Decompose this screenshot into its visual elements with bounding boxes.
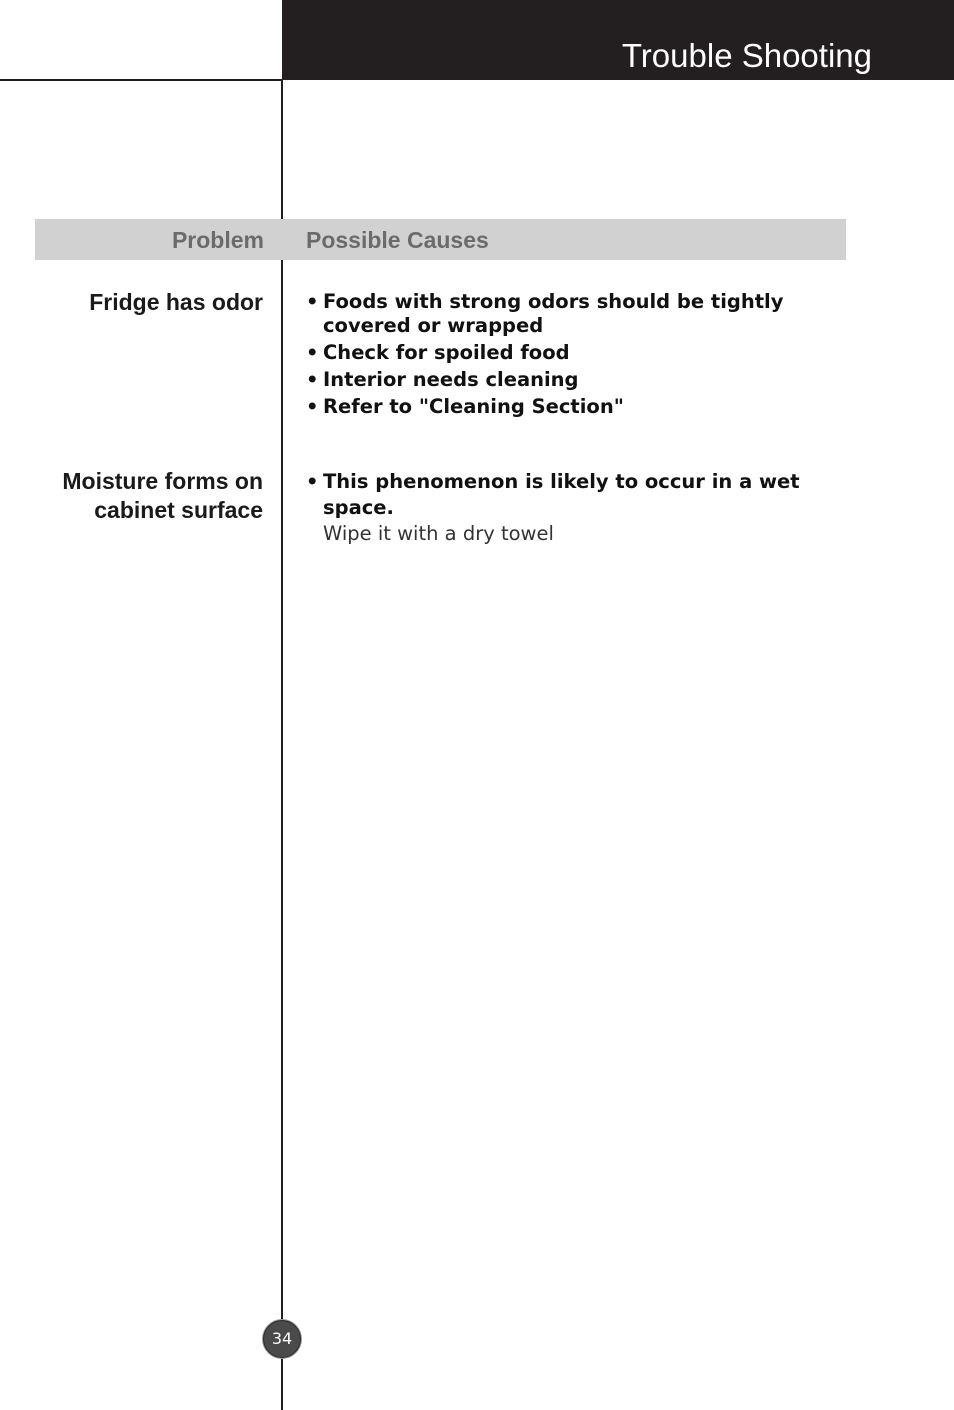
header-bar xyxy=(282,0,954,80)
column-header-possible-causes: Possible Causes xyxy=(306,227,489,253)
column-divider xyxy=(281,80,283,1410)
problem-moisture xyxy=(62,467,263,525)
page-title: Trouble Shooting xyxy=(621,37,872,74)
page-number-badge: 34 xyxy=(263,1320,301,1358)
problem-moisture-line-1: Moisture forms on xyxy=(62,468,263,494)
cause-item-continuation: covered or wrapped xyxy=(323,314,544,337)
causes-list-fridge-odor xyxy=(306,290,846,419)
cause-item: • Check for spoiled food xyxy=(306,341,846,365)
cause-item: • Refer to "Cleaning Section" xyxy=(306,395,846,419)
cause-item: • Interior needs cleaning xyxy=(306,368,846,392)
cause-item: • Foods with strong odors should be tightly xyxy=(306,290,846,314)
column-header-problem: Problem xyxy=(171,227,264,253)
problem-fridge-odor: Fridge has odor xyxy=(89,289,263,315)
header-rule xyxy=(0,79,282,81)
cause-item: • This phenomenon is likely to occur in a wet space. xyxy=(306,469,846,521)
causes-list-moisture xyxy=(306,469,846,547)
cause-item-continuation: Wipe it with a dry towel xyxy=(323,522,554,545)
problem-moisture-line-2: cabinet surface xyxy=(94,497,263,523)
